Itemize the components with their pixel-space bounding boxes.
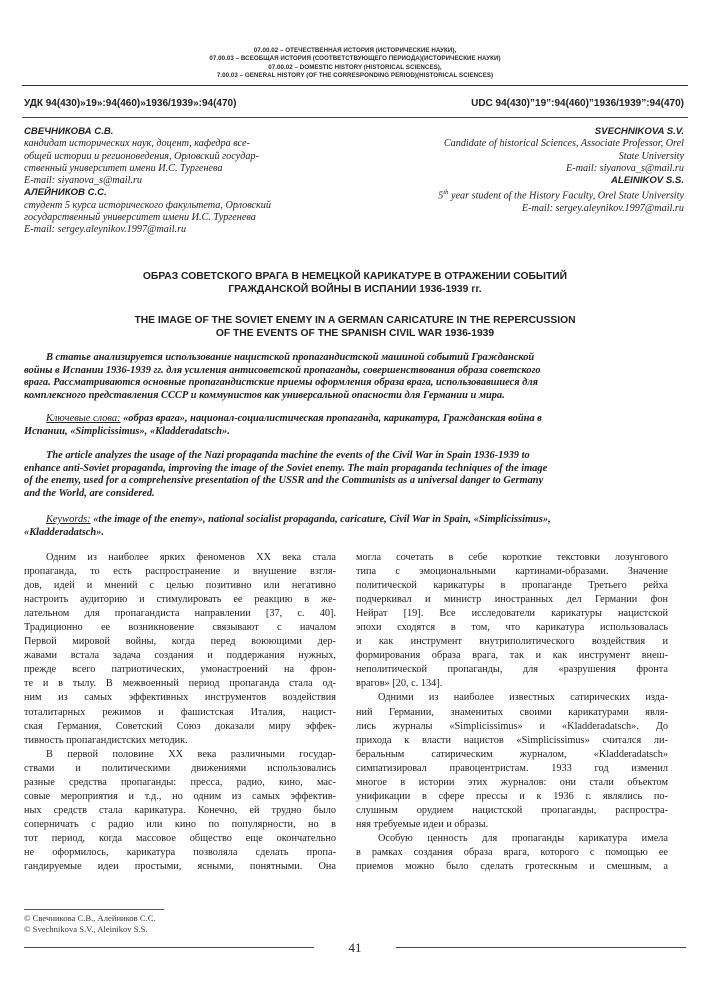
body-line: В первой половине XX века различными государ- — [46, 748, 336, 760]
udc-rule — [22, 117, 688, 118]
abstract-en — [24, 450, 686, 500]
title-line: THE IMAGE OF THE SOVIET ENEMY IN A GERMAN CARICATURE IN THE REPERCUSSION — [134, 315, 576, 326]
body-line: ская Германия, Советский Союз доказали миру эффек- — [24, 720, 336, 732]
body-line: политической карикатуры в пропаганде Третьего рейха — [356, 580, 668, 592]
keywords-line: «Kladderadatsch». — [24, 526, 104, 538]
body-line: формирования образа врага, так и как инструмент внеш- — [356, 650, 668, 662]
body-column-left — [24, 551, 336, 874]
body-line: унификации в сфере прессы и к 1936 г. являлись по- — [356, 790, 668, 802]
body-line: лательном для пропагандиста направлении [37, с. 40]. — [24, 608, 336, 620]
body-line: няя требуемые идеи и образы. — [356, 818, 489, 830]
authors-block-ru — [24, 126, 334, 237]
body-line: Особую ценность для пропаганды карикатура имела — [378, 832, 668, 844]
body-line: Нейрат [19]. Все исследователи карикатуры нацистской — [356, 608, 668, 620]
footer-rule-right — [396, 947, 686, 948]
body-line: тот период, когда массовое общество еще окончательно — [24, 832, 336, 844]
footer-rule-left — [24, 947, 314, 948]
body-line: лись журналы «Simplicissimus» и «Kladderadatsch». До — [356, 720, 668, 732]
article-title-ru — [40, 270, 670, 296]
author-email: E-mail: siyanova_s@mail.ru — [24, 175, 143, 187]
abstract-line: В статье анализируется использование нацистской пропагандистской машиной событий Гражданской — [46, 352, 535, 363]
abstract-line: The article analyzes the usage of the Nazi propaganda machine the events of the Civil War in Spain 1936-1939 to — [46, 450, 530, 461]
title-line: ГРАЖДАНСКОЙ ВОЙНЫ В ИСПАНИИ 1936-1939 гг. — [228, 284, 482, 295]
article-title-en — [40, 314, 670, 340]
body-line: приемов можно было сделать гротескным и смешным, а — [356, 861, 668, 873]
ordinal-suffix: th — [443, 189, 449, 197]
abstract-line: of the enemy, used for a comprehensive presentation of the USSR and the Communists as a universal danger to Germany — [24, 475, 544, 487]
body-line: ним из самых эффективных инструментов воздействия — [24, 692, 336, 704]
body-line: неполитической пропаганды, для «разрушения фронта — [356, 664, 668, 676]
title-line: ОБРАЗ СОВЕТСКОГО ВРАГА В НЕМЕЦКОЙ КАРИКАТУРЕ В ОТРАЖЕНИИ СОБЫТИЙ — [142, 271, 568, 282]
body-line: Одним из наиболее ярких феноменов XX века стала — [46, 552, 336, 563]
body-line: Одними из наиболее известных сатирических изда- — [378, 692, 668, 704]
body-line: ных средств стала карикатура. Конечно, ей трудно было — [24, 804, 336, 816]
udc-code-en: UDC 94(430)”19”:94(460)”1936/1939”:94(470) — [471, 98, 684, 109]
keywords-ru — [24, 413, 686, 438]
keywords-text: «the image of the enemy», national socialist propaganda, caricature, Civil War in Spain, «Simplicissimus», — [90, 514, 551, 525]
abstract-line: врага. Рассматриваются основные пропагандистские приемы оформления образа врага, использовавшиеся для — [24, 377, 539, 389]
author-affiliation-line: общей истории и регионоведения, Орловский государ- — [24, 150, 259, 162]
body-line: многое в истории этих журналов: они стали объектом — [356, 776, 668, 788]
specialty-code-line: 07.00.02 – DOMESTIC HISTORY (HISTORICAL SCIENCES), — [268, 63, 442, 71]
keywords-label: Keywords: — [46, 514, 91, 525]
body-line: и как инструмент внутриполитического воздействия и — [356, 636, 668, 648]
body-line: те и в тылу. В межвоенный период пропаганда стала од- — [24, 678, 336, 690]
page-number: 41 — [348, 940, 362, 955]
body-line: эпохи сходятся в том, что карикатура использовалась — [356, 622, 668, 634]
body-line: настроить аудиторию и стимулировать ее реакцию в же- — [24, 594, 336, 606]
body-line: Традиционно ее возникновение связывают с началом — [24, 622, 336, 634]
author-email: E-mail: siyanova_s@mail.ru — [565, 162, 684, 174]
copyright-footnotes — [24, 913, 156, 935]
body-line: гандируемые идеи простыми, ясными, понятными. Она — [24, 861, 336, 873]
author-affiliation-line: State University — [618, 150, 684, 162]
udc-code-ru: УДК 94(430)»19»:94(460)»1936/1939»:94(470) — [24, 98, 237, 109]
body-line: симпатизировал правоцентристам. 1933 год изменил — [356, 762, 668, 774]
body-column-right — [356, 551, 668, 874]
author-affiliation-line: кандидат исторических наук, доцент, кафедра все- — [24, 138, 250, 150]
author-name: SVECHNIKOVA S.V. — [594, 126, 684, 137]
keywords-text: «образ врага», национал-социалистическая пропаганда, карикатура, Гражданская война в — [120, 413, 542, 424]
author-affiliation-line — [354, 187, 684, 203]
body-line: дов, идей и мнений с целью позитивно или негативно — [24, 580, 336, 592]
body-line: прихода к власти нацистов «Simplicissimus» считался ли- — [356, 734, 668, 746]
keywords-line — [46, 514, 686, 527]
body-line: соперничать с радио или кино по популярности, но в — [24, 818, 336, 830]
body-line: типа с эмоциональными картинами-образами. Значение — [356, 566, 668, 578]
body-line: прежде всего патриотических, умонастроений на фрон- — [24, 664, 336, 676]
body-line: не оформилось, карикатура позволяла сделать пропа- — [24, 846, 336, 858]
body-line: врагов» [20, с. 134]. — [356, 678, 443, 690]
affiliation-text: year student of the History Faculty, Orel State University — [448, 190, 684, 202]
body-line: ствами и политическими движениями использовались — [24, 762, 336, 774]
body-line: могла сочетать в себе короткие текстовки лозунгового — [356, 552, 668, 563]
body-line: подчеркивал и министр иностранных дел Германии фон — [356, 594, 668, 606]
abstract-line: enhance anti-Soviet propaganda, improving the image of the Soviet enemy. The main propaganda techniques of the image — [24, 462, 548, 474]
body-line: ний Германии, знаменитых своими карикатурами явля- — [356, 706, 668, 718]
specialty-code-line: 07.00.02 – ОТЕЧЕСТВЕННАЯ ИСТОРИЯ (ИСТОРИЧЕСКИЕ НАУКИ), — [253, 47, 457, 54]
body-line: тивность пропагандистских методик. — [24, 734, 188, 746]
specialty-codes-header — [0, 47, 710, 80]
header-rule — [22, 85, 688, 86]
year-number: 5 — [438, 190, 444, 202]
footnote-rule — [24, 909, 164, 910]
specialty-code-line: 07.00.03 – ВСЕОБЩАЯ ИСТОРИЯ (СООТВЕТСТВУЮЩЕГО ПЕРИОДА)(ИСТОРИЧЕСКИЕ НАУКИ) — [209, 55, 501, 63]
body-line: совые мероприятия и т.д., но одним из самых эффектив- — [24, 790, 336, 802]
author-affiliation-line: ственный университет имени И.С. Тургенева — [24, 162, 223, 174]
author-name: СВЕЧНИКОВА С.В. — [24, 126, 114, 137]
keywords-en — [24, 514, 686, 539]
author-email: E-mail: sergey.aleynikov.1997@mail.ru — [521, 203, 684, 215]
copyright-line: © Свечникова С.В., Алейников С.С. — [24, 913, 156, 923]
abstract-line: and the World, are considered. — [24, 487, 155, 499]
author-name: АЛЕЙНИКОВ С.С. — [24, 187, 107, 199]
body-line: Первой мировой войны, когда перед воюющими дер- — [24, 636, 336, 648]
abstract-line: войны в Испании 1936-1939 гг. для усиления антисоветской пропаганды, совершенствования образа советского — [24, 364, 541, 376]
specialty-code-line: 7.00.03 – GENERAL HISTORY (OF THE CORRESPONDING PERIOD)(HISTORICAL SCIENCES) — [216, 71, 494, 79]
author-affiliation-line: студент 5 курса исторического факультета, Орловский — [24, 199, 271, 211]
copyright-line: © Svechnikova S.V., Aleinikov S.S. — [24, 924, 148, 934]
body-line: разные средства пропаганды: пресса, радио, кино, мас- — [24, 776, 336, 788]
author-name: ALEINIKOV S.S. — [610, 175, 684, 187]
keywords-line — [46, 413, 686, 426]
keywords-label: Ключевые слова: — [46, 413, 121, 424]
title-line: OF THE EVENTS OF THE SPANISH CIVIL WAR 1936-1939 — [215, 328, 495, 339]
body-line: жавами встала задача создания и поддержания нужных, — [24, 650, 336, 662]
body-line: беральным сатирическим журналом, «Kladderadatsch» — [356, 748, 668, 760]
body-line: слушным орудием нацистской пропаганды, распростра- — [356, 804, 668, 816]
body-line: тоталитарных режимов и фашистская Италия, нацист- — [24, 706, 336, 718]
author-affiliation-line: Candidate of historical Sciences, Associate Professor, Orel — [443, 138, 684, 150]
author-email: E-mail: sergey.aleynikov.1997@mail.ru — [24, 224, 187, 236]
abstract-line: комплексного представления СССР и коммунистов как универсальной опасности для Германии и мира. — [24, 389, 505, 401]
abstract-ru — [24, 352, 686, 402]
authors-block-en — [354, 126, 684, 215]
author-affiliation-line: государственный университет имени И.С. Тургенева — [24, 212, 256, 224]
keywords-line: Испании, «Simplicissimus», «Kladderadatsch». — [24, 425, 230, 437]
body-line: пропаганда, то есть распространение и внушение взгля- — [24, 566, 336, 578]
body-line: в рамках создания образа врага, которого с помощью ее — [356, 846, 668, 858]
